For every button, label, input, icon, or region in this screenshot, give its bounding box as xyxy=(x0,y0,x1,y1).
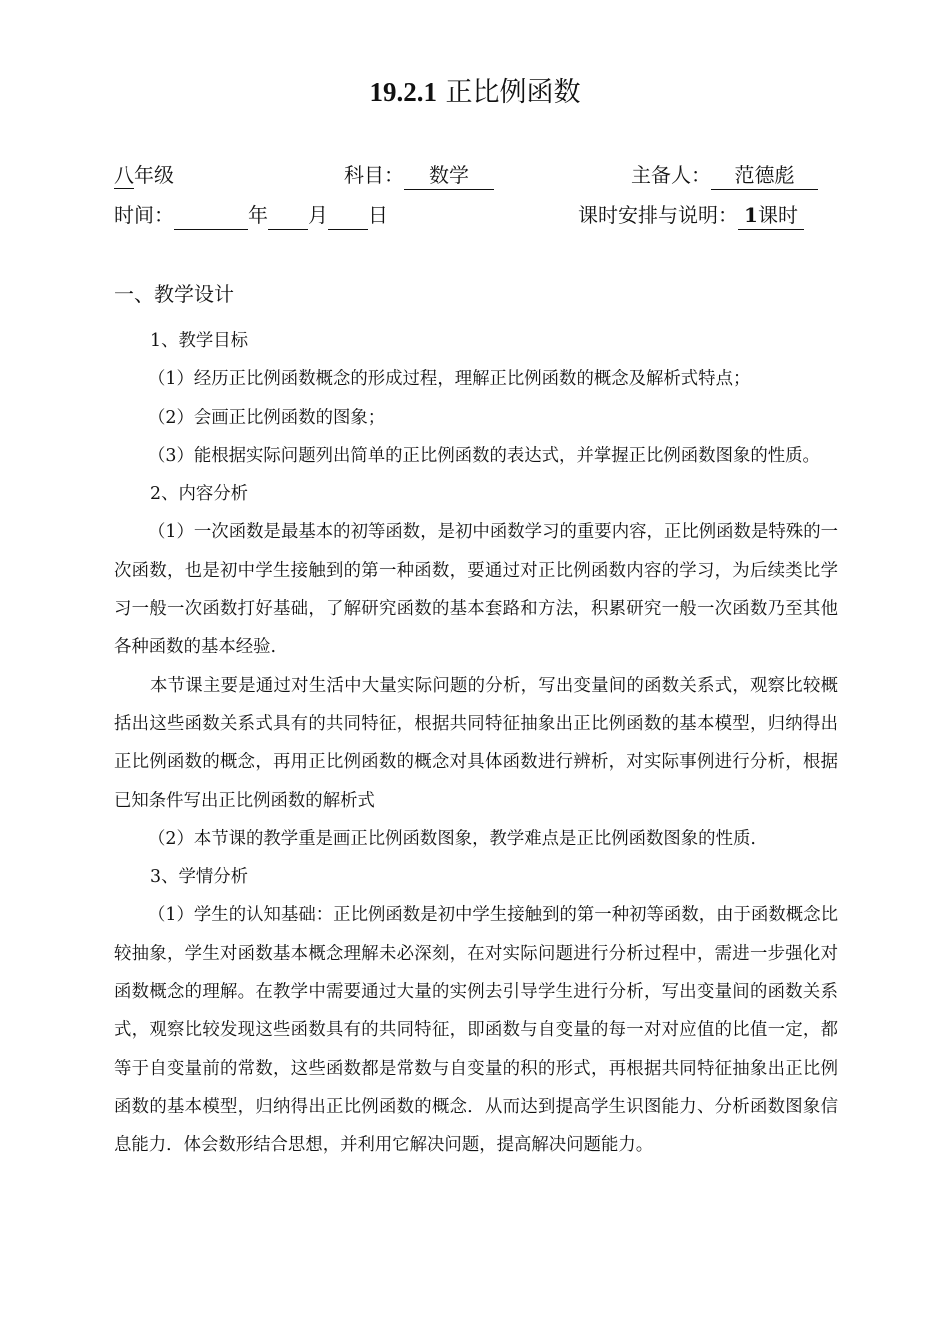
content-heading: 2、内容分析 xyxy=(150,484,249,505)
month-label: 月 xyxy=(308,203,328,227)
hours-value: 1 xyxy=(744,203,758,227)
month-blank xyxy=(268,201,308,230)
preparer-value: 范德彪 xyxy=(711,161,818,190)
subject-value: 数学 xyxy=(404,161,494,190)
content-paragraph: （2）本节课的教学重是画正比例函数图象，教学难点是正比例函数图象的性质. xyxy=(148,828,756,849)
hours-box xyxy=(738,201,804,230)
content-paragraph: （1）一次函数是最基本的初等函数，是初中函数学习的重要内容，正比例函数是特殊的一次函数，也是初中学生接触到的第一种函数，要通过对正比例函数内容的学习，为后续类比学习一般一次函数打好基础，了解研究函数的基本套路和方法，积累研究一般一次函数乃至其他各种函数的基本经验. xyxy=(114,522,838,658)
preparer-field xyxy=(631,161,818,190)
subject-field xyxy=(344,161,494,190)
hours-field xyxy=(578,201,804,230)
goals-heading: 1、教学目标 xyxy=(150,331,249,351)
year-label: 年 xyxy=(248,203,268,227)
page-title xyxy=(0,72,950,113)
title-number: 19.2.1 xyxy=(369,77,437,107)
time-field xyxy=(114,201,388,230)
content-paragraph: 本节课主要是通过对生活中大量实际问题的分析，写出变量间的函数关系式，观察比较概括出这些函数关系式具有的共同特征，根据共同特征抽象出正比例函数的基本模型，归纳得出正比例函数的概念，再用正比例函数的概念对具体函数进行辨析，对实际事例进行分析，根据已知条件写出正比例函数的解析式 xyxy=(114,675,838,811)
students-paragraph: （1）学生的认知基础：正比例函数是初中学生接触到的第一种初等函数，由于函数概念比较抽象，学生对函数基本概念理解未必深刻，在对实际问题进行分析过程中，需进一步强化对函数概念的理解。在教学中需要通过大量的实例去引导学生进行分析，写出变量间的函数关系式，观察比较发现这些函数具有的共同特征，即函数与自变量的每一对对应值的比值一定，都等于自变量前的常数，这些函数都是常数与自变量的积的形式，再根据共同特征抽象出正比例函数的基本模型，归纳得出正比例函数的概念．从而达到提高学生识图能力、分析函数图象信息能力．体会数形结合思想，并利用它解决问题，提高解决问题能力。 xyxy=(114,905,838,1156)
goal-item: （2）会画正比例函数的图象； xyxy=(148,407,386,428)
document-body xyxy=(114,322,838,1165)
subject-label: 科目： xyxy=(344,163,404,187)
grade-field xyxy=(114,161,174,189)
day-blank xyxy=(328,201,368,230)
year-blank xyxy=(174,201,248,230)
hours-label: 课时安排与说明： xyxy=(578,203,738,227)
preparer-label: 主备人： xyxy=(631,163,711,187)
grade-value: 八年级 xyxy=(114,163,174,187)
section-heading: 一、教学设计 xyxy=(114,282,234,306)
day-label: 日 xyxy=(368,203,388,227)
students-heading: 3、学情分析 xyxy=(150,867,249,888)
time-label: 时间： xyxy=(114,203,174,227)
grade-underline xyxy=(114,188,134,189)
hours-unit: 课时 xyxy=(757,203,798,227)
title-text: 正比例函数 xyxy=(445,77,581,108)
goal-item: （3）能根据实际问题列出简单的正比例函数的表达式，并掌握正比例函数图象的性质。 xyxy=(148,445,820,466)
goal-item: （1）经历正比例函数概念的形成过程，理解正比例函数的概念及解析式特点； xyxy=(148,369,751,390)
